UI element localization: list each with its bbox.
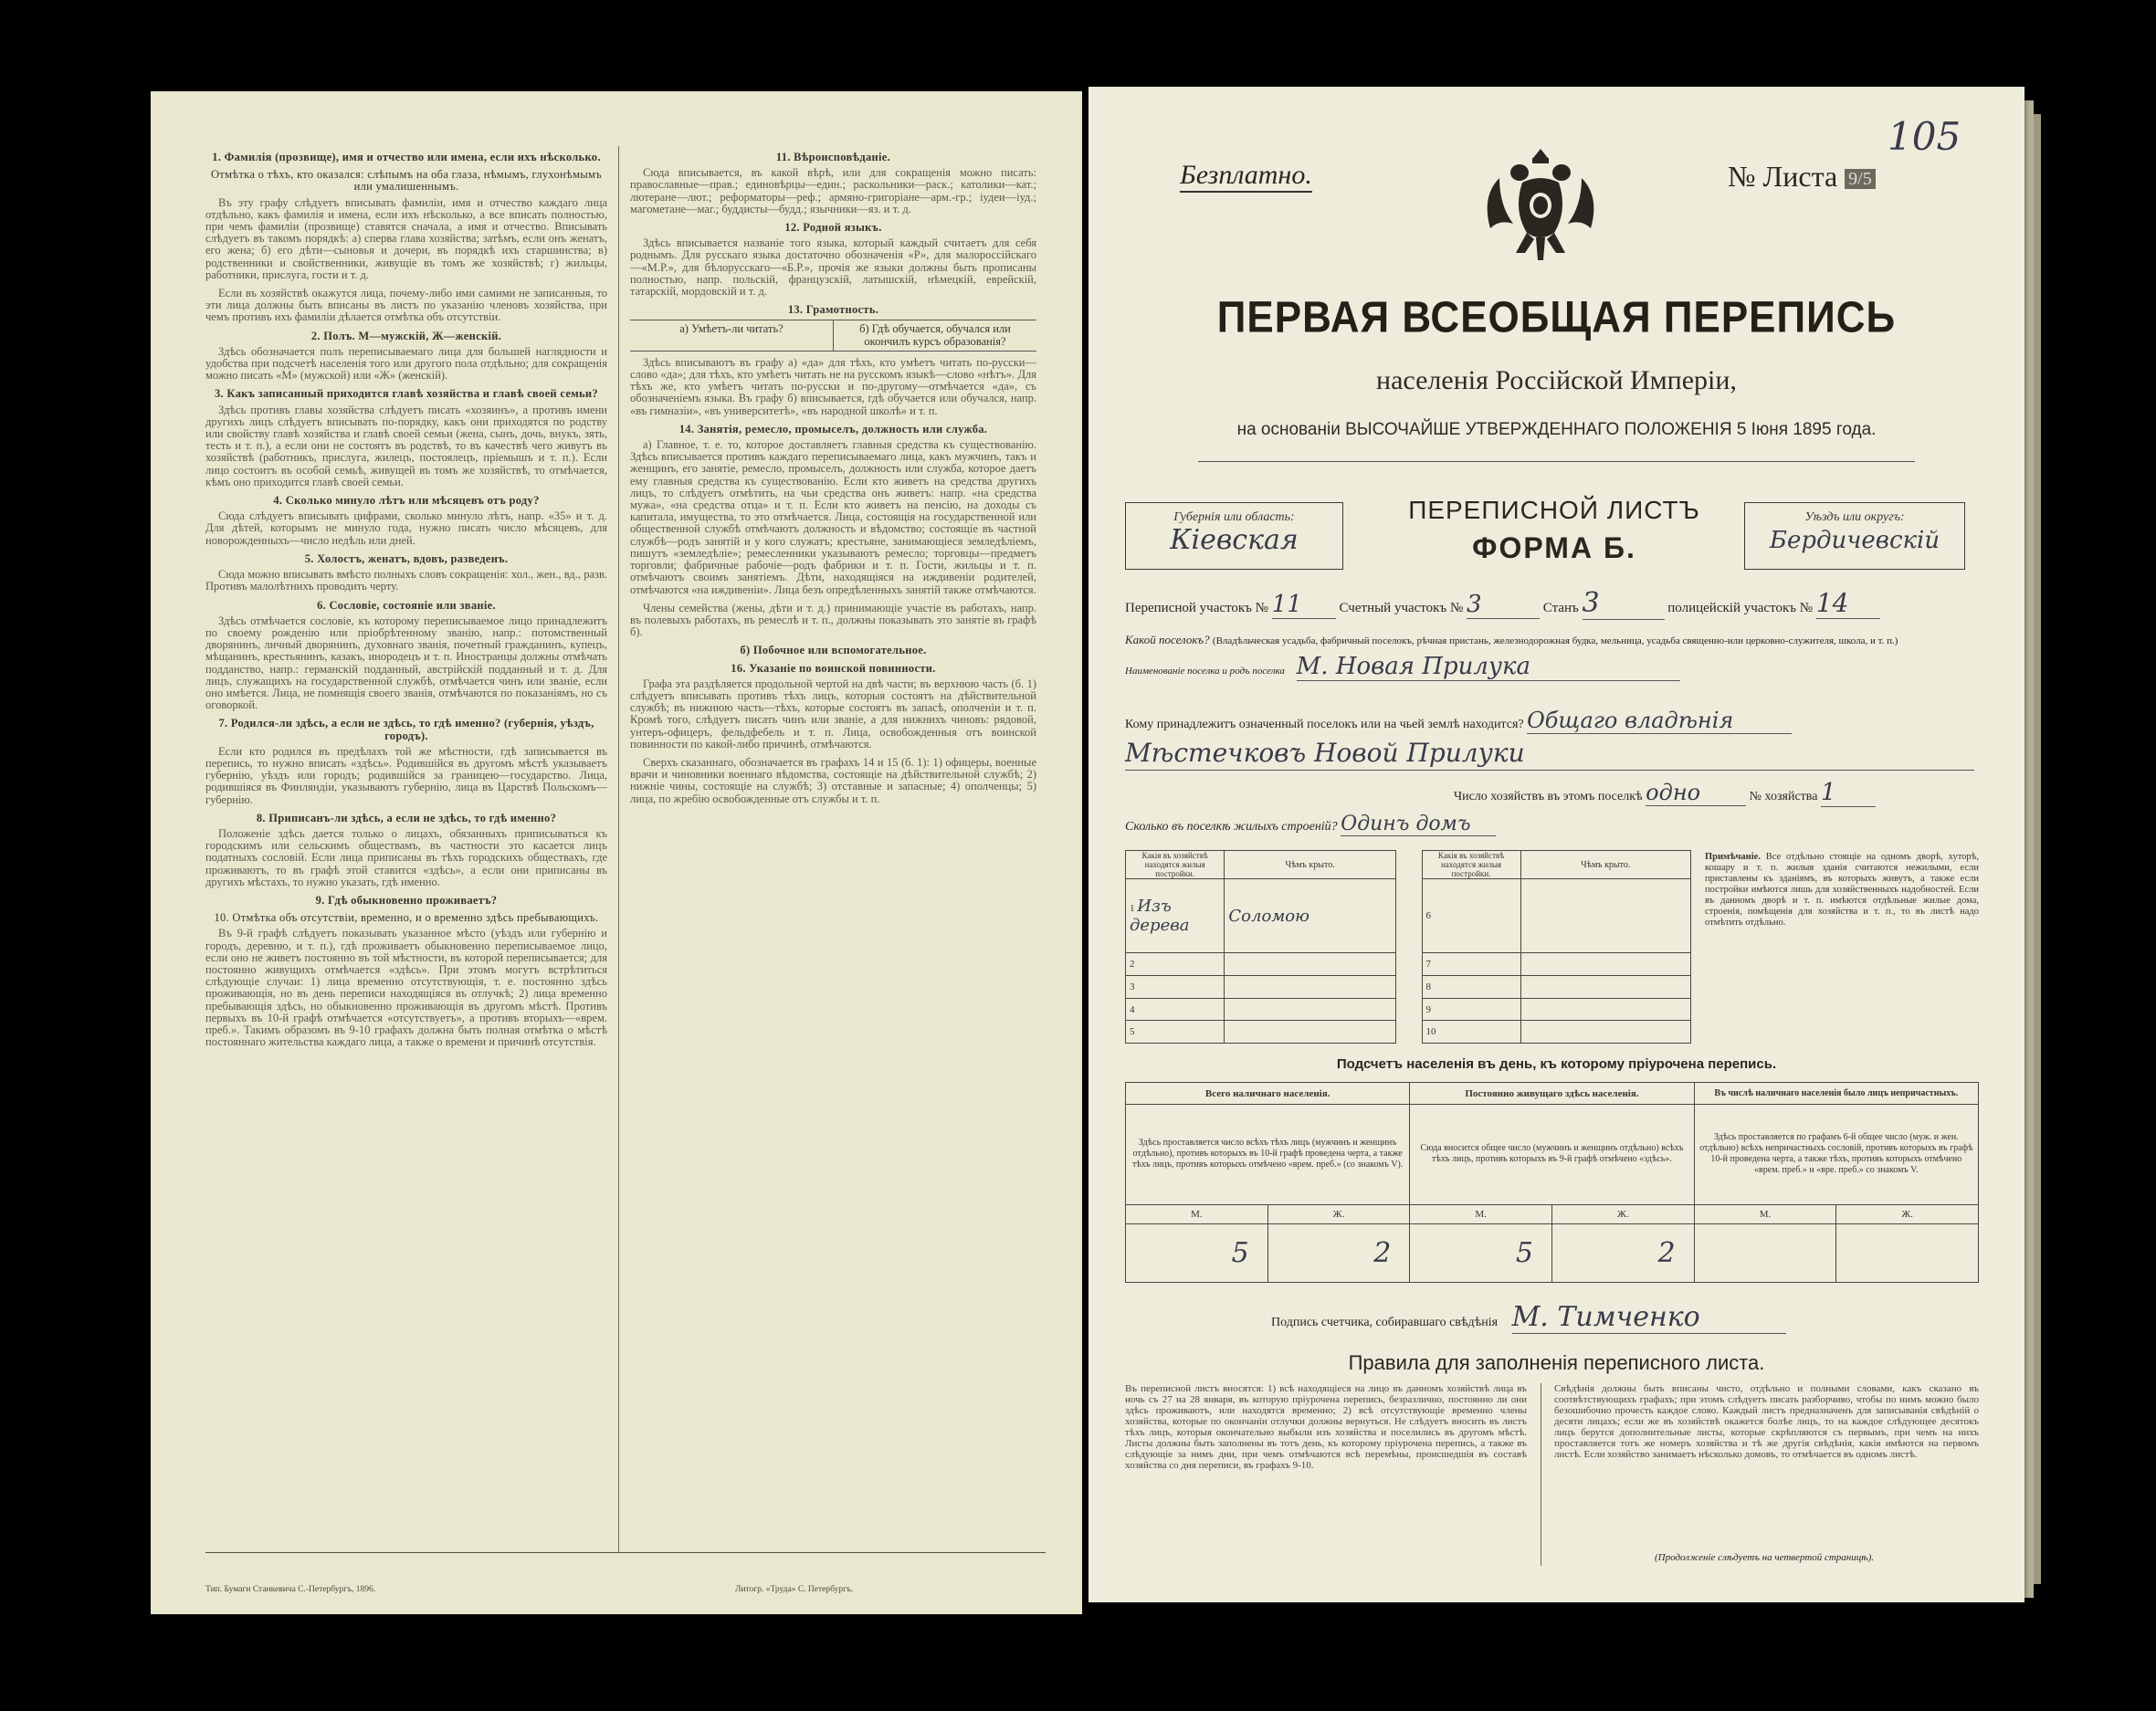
section-heading: 4. Сколько минуло лѣтъ или мѣсяцевъ отъ роду?	[273, 494, 540, 508]
filler-text: Если кто родился въ предѣлахъ той же мѣстности, гдѣ записывается въ перепись, то нужно вписать «здѣсь». Родившійся въ другомъ мѣстѣ указываетъ губернію, уѣздъ или городъ; родившійся за границею—государство. Лица, родившіяся въ Финляндіи, указываютъ губернію, лица въ Царствѣ Польскомъ—губернію.	[205, 744, 607, 806]
row-number: 2	[1126, 953, 1225, 976]
ct-head-permanent: Постоянно живущаго здѣсь населенія.	[1410, 1083, 1694, 1105]
filler-text: Графа эта раздѣляется продольной чертой на двѣ части; въ верхнюю часть (б. 1) слѣдуетъ вписывать противъ тѣхъ лицъ, которыя состоятъ на дѣйствительной службѣ; въ нижнюю часть—тѣхъ, которые состоятъ въ запасѣ, ополченіи и т. п. Кромѣ того, слѣдуетъ писать чинъ или званіе, а для нижнихъ чиновъ: рядовой, унтеръ-офицеръ, фельдфебель и т. п. Лица, освобожденныя отъ воинской повинности по какой-либо причинѣ, отмѣчаются.	[630, 677, 1036, 751]
section-heading: 5. Холостъ, женатъ, вдовъ, разведенъ.	[304, 551, 509, 565]
section-heading: 16. Указаніе по воинской повинности.	[731, 661, 936, 675]
filler-text: Здѣсь противъ главы хозяйства слѣдуетъ писать «хозяинъ», а противъ имени другихъ лицъ слѣдуетъ вписывать по-порядку, какъ они приходятся по родству или свойству главѣ хозяйства и главѣ своей семьи (жена, сынъ, дочь, внукъ, зять, тесть и т. п.), а если они не состоятъ въ родствѣ, то въ качествѣ чего живутъ въ хозяйствѣ (работникъ, прислуга, жилецъ, постоялецъ, пріемышъ и т. п.). Если лицо состоитъ въ особой семьѣ, живущей въ томъ же хозяйствѣ, то отмѣчается, кѣмъ оно приходится главѣ своей семьи.	[205, 403, 607, 488]
section-heading: 13. Грамотность.	[787, 303, 879, 317]
buildings-line	[1125, 813, 1673, 836]
ct-desc: Здѣсь проставляется по графамъ 6-й общее число (муж. и жен. отдѣльно) всѣхъ непричастныхъ сословій, противъ которыхъ въ графѣ 10-й проведена черта, а также тѣхъ, противъ которыхъ отмѣчено «врем. преб.» и «вре. преб.» со знакомъ V.	[1694, 1105, 1978, 1205]
poselok-value: М. Новая Прилука	[1297, 653, 1680, 681]
ct-zh: Ж.	[1836, 1204, 1979, 1224]
note-text: Все отдѣльно стоящіе на одномъ дворѣ, хуторѣ, кошару и т. п. жилыя зданія считаются нежилыми, если приставлены къ зданіямъ, въ которыхъ живутъ, а также если постройки имѣются лишь для хозяйственныхъ надобностей. Если въ данномъ дворѣ и т. п. имѣются отдѣльные жилые дома, строенія, помѣщенія для хозяйства и т. п., то въ листѣ надо отмѣтить отдѣльно.	[1705, 852, 1980, 928]
total-female: 2	[1267, 1224, 1410, 1283]
section-heading: 3. Какъ записанный приходится главѣ хозяйства и главѣ своей семьи?	[215, 387, 598, 401]
signature-label: Подпись счетчика, собиравшаго свѣдѣнія	[1271, 1316, 1499, 1329]
owner-value-2: Мѣстечковъ Новой Прилуки	[1125, 737, 1974, 771]
buildings-note	[1705, 852, 1979, 929]
stan-label: Станъ	[1542, 601, 1579, 615]
row-number: 3	[1126, 976, 1225, 999]
ct-head-total: Всего наличнаго населенія.	[1126, 1083, 1410, 1105]
section-heading: 11. Вѣроисповѣданіе.	[775, 151, 891, 163]
row-number: 9	[1422, 998, 1520, 1021]
literacy-subheader	[630, 320, 1036, 351]
owner-value-1: Общаго владѣнія	[1527, 708, 1792, 734]
uezd-label: Уѣздъ или округъ:	[1804, 510, 1905, 524]
section-heading: 6. Сословіе, состояніе или званіе.	[317, 598, 496, 612]
rules-title: Правила для заполненія переписного листа.	[1348, 1351, 1765, 1374]
households-line	[1454, 779, 1983, 807]
bt-head: Чѣмъ крыто.	[1520, 851, 1690, 879]
filler-text: Если въ хозяйствѣ окажутся лица, почему-либо ими самими не записанныя, то эти лица должны быть вписаны въ листъ по указанію членовъ хозяйства, при чемъ противъ ихъ фамиліи дѣлается отмѣтка объ отсутствіи.	[205, 287, 607, 324]
uchastok-label: Переписной участокъ №	[1125, 601, 1268, 615]
ct-head-other: Въ числѣ наличнаго населенія было лицъ непричастныхъ.	[1694, 1083, 1978, 1105]
household-no-value: 1	[1821, 779, 1876, 807]
filler-text: Здѣсь вписываютъ въ графу а) «да» для тѣхъ, кто умѣетъ читать по-русски—слово «да»; для тѣхъ, кто умѣетъ читать не на русскомъ языкѣ—слово «нѣтъ». Для тѣхъ же, кто умѣетъ читать по-русски и по-другому—отмѣчается «да», съ обозначеніемъ языка. Въ графу б) вписывается, гдѣ обучается или обучался, напр. «въ гимназіи», «въ университетѣ», «въ народной школѣ» и т. п.	[630, 355, 1036, 417]
bt-head: Какія въ хозяйствѣ находятся жилыя постройки.	[1422, 851, 1520, 879]
row-number: 6	[1422, 879, 1520, 953]
owner-label: Кому принадлежитъ означенный поселокъ или на чьей землѣ находится?	[1125, 718, 1524, 731]
section-heading: 1. Фамилія (прозвище), имя и отчество или имена, если ихъ нѣсколько.	[212, 151, 601, 163]
literacy-col-a: а) Умѣетъ-ли читать?	[630, 320, 834, 350]
total-male: 5	[1126, 1224, 1268, 1283]
ct-zh: Ж.	[1551, 1204, 1694, 1224]
row-number: 4	[1126, 998, 1225, 1021]
settlement-line	[1125, 633, 1974, 681]
ct-zh: Ж.	[1267, 1204, 1410, 1224]
row-number: 10	[1422, 1021, 1520, 1044]
column-divider	[618, 146, 619, 1552]
form-title: ПЕРЕПИСНОЙ ЛИСТЪ	[1408, 496, 1700, 524]
divider	[1198, 461, 1915, 462]
signature-value: М. Тимченко	[1512, 1301, 1786, 1334]
schetny-value: 3	[1467, 591, 1540, 619]
section-heading: б) Побочное или вспомогательное.	[740, 644, 927, 657]
filler-text: а) Главное, т. е. то, которое доставляетъ главныя средства къ существованію. Здѣсь вписывается противъ каждаго переписываемаго лица, какъ мужчинъ, такъ и женщинъ, его занятіе, ремесло, промыселъ, должность или служба, которое даетъ ему главныя средства къ существованію. Если кто живетъ на средства другихъ лицъ, то слѣдуетъ отмѣтить, на чьи средства онъ живетъ: напр. «на средства мужа», «на средства отца» и т. п. Если кто живетъ на пенсію, на доходы съ капитала, имущества, то это отмѣчается. Лица, состоящія на государственной или общественной службѣ отмѣчаютъ должность и вѣдомство; состоящіе въ частной службѣ—родъ занятій и у кого служатъ; крестьяне, занимающіеся земледѣліемъ, пишутъ «земледѣліе»; ремесленники указываютъ ремесло; торговцы—предметъ торговли; фабричные рабочіе—родъ фабрики и т. п. Гости, жильцы и т. п. отмѣчаютъ своимъ занятіемъ. Дѣти, находящіяся на иждивеніи родителей, отмѣчаются «на иждивеніи». Лица безъ опредѣленныхъ занятій также отмѣчаются.	[630, 438, 1036, 596]
page-number-handwritten: 105	[1888, 114, 1961, 159]
permanent-male: 5	[1410, 1224, 1552, 1283]
printer-imprint: Тип. Бумаги Станкевича С.-Петербургъ, 1896.	[205, 1585, 376, 1594]
filler-text: Сюда слѣдуетъ вписывать цифрами, сколько минуло лѣтъ, напр. «35» и т. д. Для дѣтей, которымъ не минуло года, нужно писать число мѣсяцевъ, для новорожденныхъ—число недѣль или дней.	[205, 509, 607, 547]
filler-text: Положеніе здѣсь дается только о лицахъ, обязанныхъ приписываться къ городскимъ или сельскимъ обществамъ, въ частности это касается лицъ податныхъ сословій. Если лица приписаны въ тѣхъ городскихъ обществахъ, где проживаютъ, то въ графѣ этой ставится «здѣсь», а если они приписаны въ другихъ мѣстахъ, то нужно указать, гдѣ именно.	[205, 826, 607, 888]
filler-text: Въ эту графу слѣдуетъ вписывать фамиліи, имя и отчество каждаго лица отдѣльно, какъ фамилія и имена, если ихъ нѣсколько, а все вписать полностью, при чемъ фамиліи (прозвище) ставятся сначала, а имя и отчество. Вписывать слѣдуетъ въ такомъ порядкѣ: а) сперва глава хозяйства; затѣмъ, если онъ женатъ, его жена; б) его дѣти—сыновья и дочери, въ порядкѣ ихъ старшинства; в) родственники и свойственники, живущіе въ томъ же хозяйствѣ; г) жильцы, работники, прислуга, гости и т. д.	[205, 195, 607, 281]
form-subtitle: ФОРМА Б.	[1472, 531, 1636, 564]
census-basis: на основаніи ВЫСОЧАЙШЕ УТВЕРЖДЕННАГО ПОЛОЖЕНІЯ 5 Іюня 1895 года.	[1236, 420, 1877, 439]
rules-column-1: Въ переписной листъ вносятся: 1) всѣ находящіеся на лицо въ данномъ хозяйствѣ лица въ ночь съ 27 на 28 января, въ которую пріурочена перепись, безразлично, постоянно ли они здѣсь проживаютъ, или находятся временно; 2) всѣ отсутствующіе временно члены хозяйства, которые по окончаніи отлучки должны вернуться. Не слѣдуетъ вносить въ листъ тѣхъ лицъ, которыя окончательно выбыли изъ хозяйства и поселились въ другомъ мѣстѣ. Листы должны быть заполнены въ тотъ день, къ которому пріурочена перепись, а также въ слѣдующіе за нимъ дни, при чемъ отмѣчаются всѣ перемѣны, происшедшія въ составѣ хозяйства со дня переписи, въ графахъ 9-10.	[1125, 1383, 1527, 1471]
filler-text: Въ 9-й графѣ слѣдуетъ показывать указанное мѣсто (уѣздъ или губернію и городъ, деревню, и т. п.), гдѣ проживаетъ обыкновенно переписываемое лицо, если оно не живетъ постоянно въ той мѣстности, въ которой переписывается; для постоянно живущихъ отмѣчается «здѣсь». При этомъ могутъ встрѣтиться слѣдующіе случаи: 1) лица временно отсутствующія, т. е. постоянно здѣсь проживающія, но въ день переписи находящіяся въ отлучкѣ; 2) лица временно пребывающія здѣсь, но обыкновенно проживающія въ другомъ мѣстѣ. Противъ первыхъ въ 10-й графѣ отмѣчается «отсутствуетъ», а противъ вторыхъ—«врем. преб.». Такимъ образомъ въ 9-10 графахъ должна быть полная отмѣтка о мѣстѣ постояннаго жительства каждаго лица, а также о времени и причинѣ отсутствія.	[205, 927, 607, 1049]
row-number: 7	[1422, 953, 1520, 976]
police-value: 14	[1816, 588, 1880, 619]
bt-head: Какія въ хозяйствѣ находятся жилыя постройки.	[1126, 851, 1225, 879]
households-label: Число хозяйствъ въ этомъ поселкѣ	[1454, 790, 1643, 803]
rules-footer: (Продолженіе слѣдуетъ на четвертой страницѣ).	[1655, 1552, 1874, 1563]
note-title: Примѣчаніе.	[1705, 852, 1761, 862]
gubernia-value: Кіевская	[1170, 524, 1299, 556]
section-heading: 7. Родился-ли здѣсь, а если не здѣсь, то гдѣ именно? (губернія, уѣздъ, городъ).	[218, 717, 594, 742]
owner-line	[1125, 708, 1974, 734]
filler-text: Сюда можно вписывать вмѣсто полныхъ словъ сокращенія: хол., жен., вд., разв. Противъ малолѣтнихъ проводить черту.	[205, 568, 607, 593]
poselok-name-label: Наименованіе поселка и родъ поселка	[1125, 666, 1285, 677]
section-heading: 14. Занятія, ремесло, промыселъ, должность или служба.	[678, 422, 988, 436]
buildings-label: Сколько въ поселкѣ жилыхъ строеній?	[1125, 820, 1338, 834]
filler-text: Здѣсь вписывается названіе того языка, который каждый считаетъ для себя роднымъ. Для русскаго языка достаточно обозначенія «Р», для малороссійскаго—«М.Р.», для бѣлорусскаго—«Б.Р.», прочія же языки должны быть прописаны полностью, напр. польскій, французскій, латышскій, нѣмецкій, еврейскій, татарскій, мордовскій и т. д.	[630, 236, 1036, 299]
filler-text: Члены семейства (жены, дѣти и т. д.) принимающіе участіе въ работахъ, напр. въ полевыхъ работахъ, въ ремеслѣ и т. п., должны показывать это занятіе въ графѣ б).	[630, 601, 1036, 639]
sheet-number-label: № Листа 9/5	[1728, 160, 1876, 194]
buildings-value: Одинъ домъ	[1341, 813, 1496, 836]
uezd-value: Бердичевскій	[1769, 527, 1940, 554]
stan-value: 3	[1583, 587, 1665, 620]
sheet-number-value: 9/5	[1845, 169, 1876, 189]
census-title: ПЕРВАЯ ВСЕОБЩАЯ ПЕРЕПИСЬ	[1216, 292, 1897, 342]
police-label: полицейскій участокъ №	[1667, 601, 1814, 615]
imperial-eagle-emblem	[1472, 142, 1609, 269]
filler-text: Сверхъ сказаннаго, обозначается въ графахъ 14 и 15 (б. 1): 1) офицеры, военные врачи и чиновники военнаго вѣдомства, состоящіе на дѣйствительной службѣ; 2) нижніе чины, состоящіе на службѣ; 3) отставные и запасные; 4) ополченцы; 5) лица, по жребію освобожденные отъ службы и т. п.	[630, 755, 1036, 805]
ct-desc: Сюда вносится общее число (мужчинъ и женщинъ отдѣльно) всѣхъ тѣхъ лицъ, противъ которыхъ въ 9-й графѣ отмѣчено «здѣсь».	[1410, 1105, 1694, 1205]
poselok-label: Какой поселокъ?	[1125, 633, 1210, 646]
census-subtitle: населенія Россійской Имперіи,	[1376, 365, 1737, 395]
ct-m: М.	[1126, 1204, 1268, 1224]
households-value: одно	[1646, 780, 1746, 806]
section-heading: 9. Гдѣ обыкновенно проживаетъ?	[315, 893, 498, 907]
ct-m: М.	[1694, 1204, 1836, 1224]
left-page	[151, 91, 1082, 1614]
filler-text: Здѣсь обозначается полъ переписываемаго лица для большей наглядности и удобства при подсчетѣ населенія того или другого пола отдѣльно; для сокращенія можно писать «М» (мужской) или «Ж» (женскій).	[205, 344, 607, 383]
schetny-label: Счетный участокъ №	[1339, 601, 1464, 615]
section-subheading: Отмѣтка о тѣхъ, кто оказался: слѣпымъ на оба глаза, нѣмымъ, глухонѣмымъ или умалишеннымъ.	[210, 168, 602, 194]
ct-m: М.	[1410, 1204, 1552, 1224]
filler-text: Здѣсь отмѣчается сословіе, къ которому переписываемое лицо принадлежитъ по своему рожденію или пріобрѣтенному званію, напр.: потомственный дворянинъ, личный дворянинъ, духовнаго званія, почетный гражданинъ, купецъ, мѣщанинъ, крестьянинъ, казакъ, инородецъ и т. п. Иностранцы должны отмѣчать подданство, напр.: германскій подданный, австрійскій подданный и т. д. Для лицъ, служащихъ на государственной службѣ, отмѣчается чинъ или званіе, если оно имѣется. Лица, не помнящія своего званія, отмѣчаются по показаніямъ, но съ оговоркой.	[205, 614, 607, 712]
count-title: Подсчетъ населенія въ день, къ которому пріурочена перепись.	[1336, 1056, 1777, 1072]
district-line	[1125, 587, 1974, 620]
row-number: 1	[1130, 903, 1135, 915]
section-heading: 8. Приписанъ-ли здѣсь, а если не здѣсь, то гдѣ именно?	[256, 811, 557, 824]
filler-text: Сюда вписывается, въ какой вѣрѣ, или для сокращенія можно писать: православные—прав.; единовѣрцы—един.; раскольники—раск.; католики—кат.; лютеране—лют.; реформаторы—реф.; армяно-григоріане—арм.-гр.; іудеи—іуд.; магометане—маг.; буддисты—будд.; язычники—яз. и т. д.	[630, 166, 1036, 215]
section-heading: 2. Полъ. М—мужскій, Ж—женскій.	[310, 329, 502, 342]
uchastok-value: 11	[1272, 591, 1336, 619]
page-stack-edge	[2025, 100, 2034, 1598]
household-no-label: № хозяйства	[1749, 790, 1818, 803]
section-heading: 12. Родной языкъ.	[784, 221, 882, 235]
gubernia-box	[1125, 502, 1343, 570]
bt-building-value: Изъ дерева	[1130, 897, 1190, 936]
row-number: 5	[1126, 1021, 1225, 1044]
signature-line	[1271, 1301, 1786, 1334]
permanent-female: 2	[1551, 1224, 1694, 1283]
uezd-box	[1744, 502, 1965, 570]
page-stack-edge	[2034, 114, 2041, 1584]
bt-roof-value: Соломою	[1225, 879, 1395, 953]
row-number: 8	[1422, 976, 1520, 999]
free-label: Безплатно.	[1180, 160, 1312, 193]
poselok-desc: (Владѣльческая усадьба, фабричный поселокъ, рѣчная пристань, железнодорожная будка, мельница, усадьба священно-или церковно-служителя, школа, и т. п.)	[1212, 635, 1898, 646]
population-count-table	[1125, 1082, 1979, 1283]
gubernia-label: Губернія или область:	[1173, 510, 1295, 524]
ct-desc: Здѣсь проставляется число всѣхъ тѣхъ лицъ (мужчинъ и женщинъ отдѣльно), противъ которыхъ въ 10-й графѣ проведена черта, а также тѣхъ лицъ, противъ которыхъ отмѣчено «врем. преб.» (со знакомъ V).	[1126, 1105, 1410, 1205]
literacy-col-b: б) Гдѣ обучается, обучался или окончилъ курсъ образованія?	[859, 322, 1011, 348]
right-page	[1089, 87, 2025, 1602]
printer-imprint: Литогр. «Труда» С. Петербургъ.	[735, 1585, 854, 1594]
section-heading: 10. Отмѣтка объ отсутствіи, временно, и о временно здѣсь пребывающихъ.	[214, 911, 599, 925]
bt-head: Чѣмъ крыто.	[1225, 851, 1395, 879]
instructions-column-1	[205, 146, 607, 1559]
rules-column-2: Свѣдѣнія должны быть вписаны чисто, отдѣльно и полными словами, какъ сказано въ соотвѣтствующихъ графахъ; при этомъ слѣдуетъ писать разборчиво, чтобы по нимъ можно было безошибочно прочесть каждое слово. Каждый листъ предназначенъ для записыванія свѣдѣній о десяти лицахъ; если же въ хозяйствѣ окажется болѣе лицъ, то на каждое слѣдующее десятокъ лицъ берутся дополнительные листы, которые скрѣпляются съ первымъ, при чемъ на нихъ проставляется тотъ же номеръ хозяйства и тѣ же другія свѣдѣнія, какія имѣются на первомъ листѣ. Если хозяйство занимаетъ нѣсколько домовъ, то отмѣчается въ одномъ листѣ.	[1554, 1383, 1979, 1460]
buildings-table	[1125, 850, 1691, 1044]
instructions-column-2	[630, 146, 1036, 1559]
